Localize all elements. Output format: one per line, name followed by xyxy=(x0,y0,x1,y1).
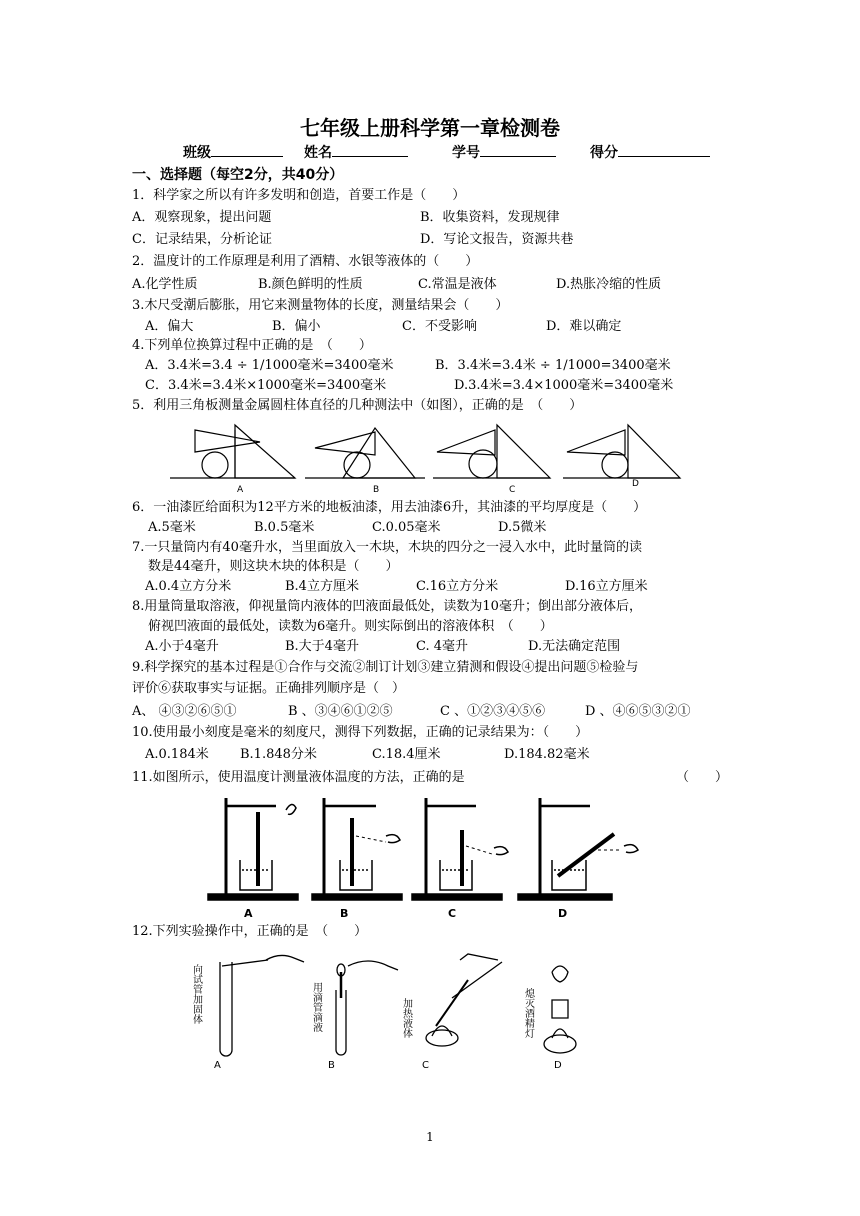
q1-option-b: B．收集资料，发现规律 xyxy=(420,210,560,225)
class-label: 班级 xyxy=(183,145,211,161)
q2-stem: 2．温度计的工作原理是利用了酒精、水银等液体的（ ） xyxy=(132,254,479,269)
q1-option-c: C．记录结果，分析论证 xyxy=(132,232,272,247)
q6-option-b: B.0.5毫米 xyxy=(254,520,315,535)
q4-stem: 4.下列单位换算过程中正确的是 （ ） xyxy=(132,338,372,353)
q1-option-d: D．写论文报告，资源共巷 xyxy=(420,232,574,247)
fig12-caption-a: 向试管加固体 xyxy=(190,964,202,1024)
student-id-label: 学号 xyxy=(452,145,480,161)
q2-option-a: A.化学性质 xyxy=(132,277,198,292)
q11-stem: 11.如图所示，使用温度计测量液体温度的方法，正确的是 xyxy=(132,770,465,785)
q10-option-c: C.18.4厘米 xyxy=(372,747,441,762)
q9-option-a: A、 ④③②⑥⑤① xyxy=(132,704,237,719)
q9-option-c: C 、①②③④⑤⑥ xyxy=(440,704,546,719)
q7-option-a: A.0.4立方分米 xyxy=(145,579,232,594)
q2-option-b: B.颜色鲜明的性质 xyxy=(258,277,363,292)
q3-option-a: A．偏大 xyxy=(145,319,194,334)
figure-11-thermometer-setups xyxy=(200,790,640,920)
q9-stem-line2: 评价⑥获取事实与证据。正确排列顺序是（ ） xyxy=(132,681,406,696)
score-label: 得分 xyxy=(590,145,618,161)
q4-option-d: D.3.4米=3.4×1000毫米=3400毫米 xyxy=(454,378,674,393)
fig12-label-b: B xyxy=(328,1060,335,1071)
fig11-label-a: A xyxy=(244,907,253,920)
q6-option-d: D.5微米 xyxy=(498,520,547,535)
fig12-caption-b: 用滴管滴液 xyxy=(310,982,322,1032)
q7-option-b: B.4立方厘米 xyxy=(285,579,359,594)
fig5-label-a: A xyxy=(237,485,244,495)
q1-stem: 1．科学家之所以有许多发明和创造，首要工作是（ ） xyxy=(132,188,466,203)
q8-option-d: D.无法确定范围 xyxy=(528,639,621,654)
q3-stem: 3.木尺受潮后膨胀，用它来测量物体的长度，测量结果会（ ） xyxy=(132,298,509,313)
fig11-label-c: C xyxy=(448,907,457,920)
page-title: 七年级上册科学第一章检测卷 xyxy=(300,116,560,140)
q8-option-b: B.大于4毫升 xyxy=(285,639,359,654)
section-heading: 一、选择题（每空2分，共40分） xyxy=(132,167,344,183)
q7-stem-line1: 7.一只量筒内有40毫升水，当里面放入一木块，木块的四分之一浸入水中，此时量筒的读 xyxy=(132,540,642,555)
name-field xyxy=(304,142,408,162)
q5-stem: 5．利用三角板测量金属圆柱体直径的几种测法中（如图），正确的是 （ ） xyxy=(132,398,583,413)
figure-5-triangle-measurement xyxy=(165,420,685,500)
class-blank xyxy=(211,142,283,157)
q9-option-b: B 、③④⑥①②⑤ xyxy=(288,704,393,719)
q4-option-c: C．3.4米=3.4米×1000毫米=3400毫米 xyxy=(145,378,387,393)
q6-option-c: C.0.05毫米 xyxy=(372,520,441,535)
q4-option-b: B．3.4米=3.4米 ÷ 1/1000=3400毫米 xyxy=(435,358,671,373)
q10-option-b: B.1.848分米 xyxy=(240,747,317,762)
fig11-label-d: D xyxy=(558,907,568,920)
q9-stem-line1: 9.科学探究的基本过程是①合作与交流②制订计划③建立猜测和假设④提出问题⑤检验与 xyxy=(132,660,639,675)
q10-option-a: A.0.184米 xyxy=(145,747,209,762)
fig12-label-c: C xyxy=(422,1060,429,1071)
q6-stem: 6．一油漆匠给面积为12平方米的地板油漆，用去油漆6升，其油漆的平均厚度是（ ） xyxy=(132,500,647,515)
q4-option-a: A．3.4米=3.4 ÷ 1/1000毫米=3400毫米 xyxy=(145,358,394,373)
q9-option-d: D 、④⑥⑤③②① xyxy=(585,704,691,719)
page-number: 1 xyxy=(426,1130,434,1144)
fig12-caption-c: 加热液体 xyxy=(400,998,412,1038)
q8-stem-line1: 8.用量筒量取溶液，仰视量筒内液体的凹液面最低处，读数为10毫升；倒出部分液体后， xyxy=(132,599,642,614)
fig5-label-c: C xyxy=(509,485,516,495)
q2-option-d: D.热胀冷缩的性质 xyxy=(556,277,662,292)
fig11-label-b: B xyxy=(340,907,349,920)
q10-option-d: D.184.82毫米 xyxy=(504,747,590,762)
class-field xyxy=(183,142,283,162)
q3-option-b: B．偏小 xyxy=(272,319,321,334)
fig12-label-d: D xyxy=(554,1060,562,1071)
student-id-field xyxy=(452,142,556,162)
fig5-label-b: B xyxy=(373,485,380,495)
q12-stem: 12.下列实验操作中，正确的是 （ ） xyxy=(132,924,368,939)
q10-stem: 10.使用最小刻度是毫米的刻度尺，测得下列数据，正确的记录结果为：（ ） xyxy=(132,725,589,740)
fig12-label-a: A xyxy=(214,1060,221,1071)
q7-stem-line2: 数是44毫升，则这块木块的体积是（ ） xyxy=(148,559,399,574)
q7-option-d: D.16立方厘米 xyxy=(565,579,648,594)
q2-option-c: C.常温是液体 xyxy=(418,277,497,292)
q11-answer-bracket: （ ） xyxy=(676,770,729,785)
score-field xyxy=(590,142,710,162)
fig12-caption-d: 熄灭酒精灯 xyxy=(522,988,534,1038)
score-blank xyxy=(618,142,710,157)
name-blank xyxy=(332,142,408,157)
q8-stem-line2: 俯视凹液面的最低处，读数为6毫升。则实际倒出的溶液体积 （ ） xyxy=(148,619,553,634)
name-label: 姓名 xyxy=(304,145,332,161)
figure-12-lab-operations xyxy=(190,952,610,1072)
q7-option-c: C.16立方分米 xyxy=(416,579,499,594)
q3-option-d: D．难以确定 xyxy=(546,319,622,334)
fig5-label-d: D xyxy=(632,479,639,489)
q8-option-c: C. 4毫升 xyxy=(416,639,469,654)
q8-option-a: A.小于4毫升 xyxy=(145,639,219,654)
student-id-blank xyxy=(480,142,556,157)
q6-option-a: A.5毫米 xyxy=(148,520,196,535)
q3-option-c: C．不受影响 xyxy=(402,319,477,334)
q1-option-a: A．观察现象，提出问题 xyxy=(132,210,272,225)
